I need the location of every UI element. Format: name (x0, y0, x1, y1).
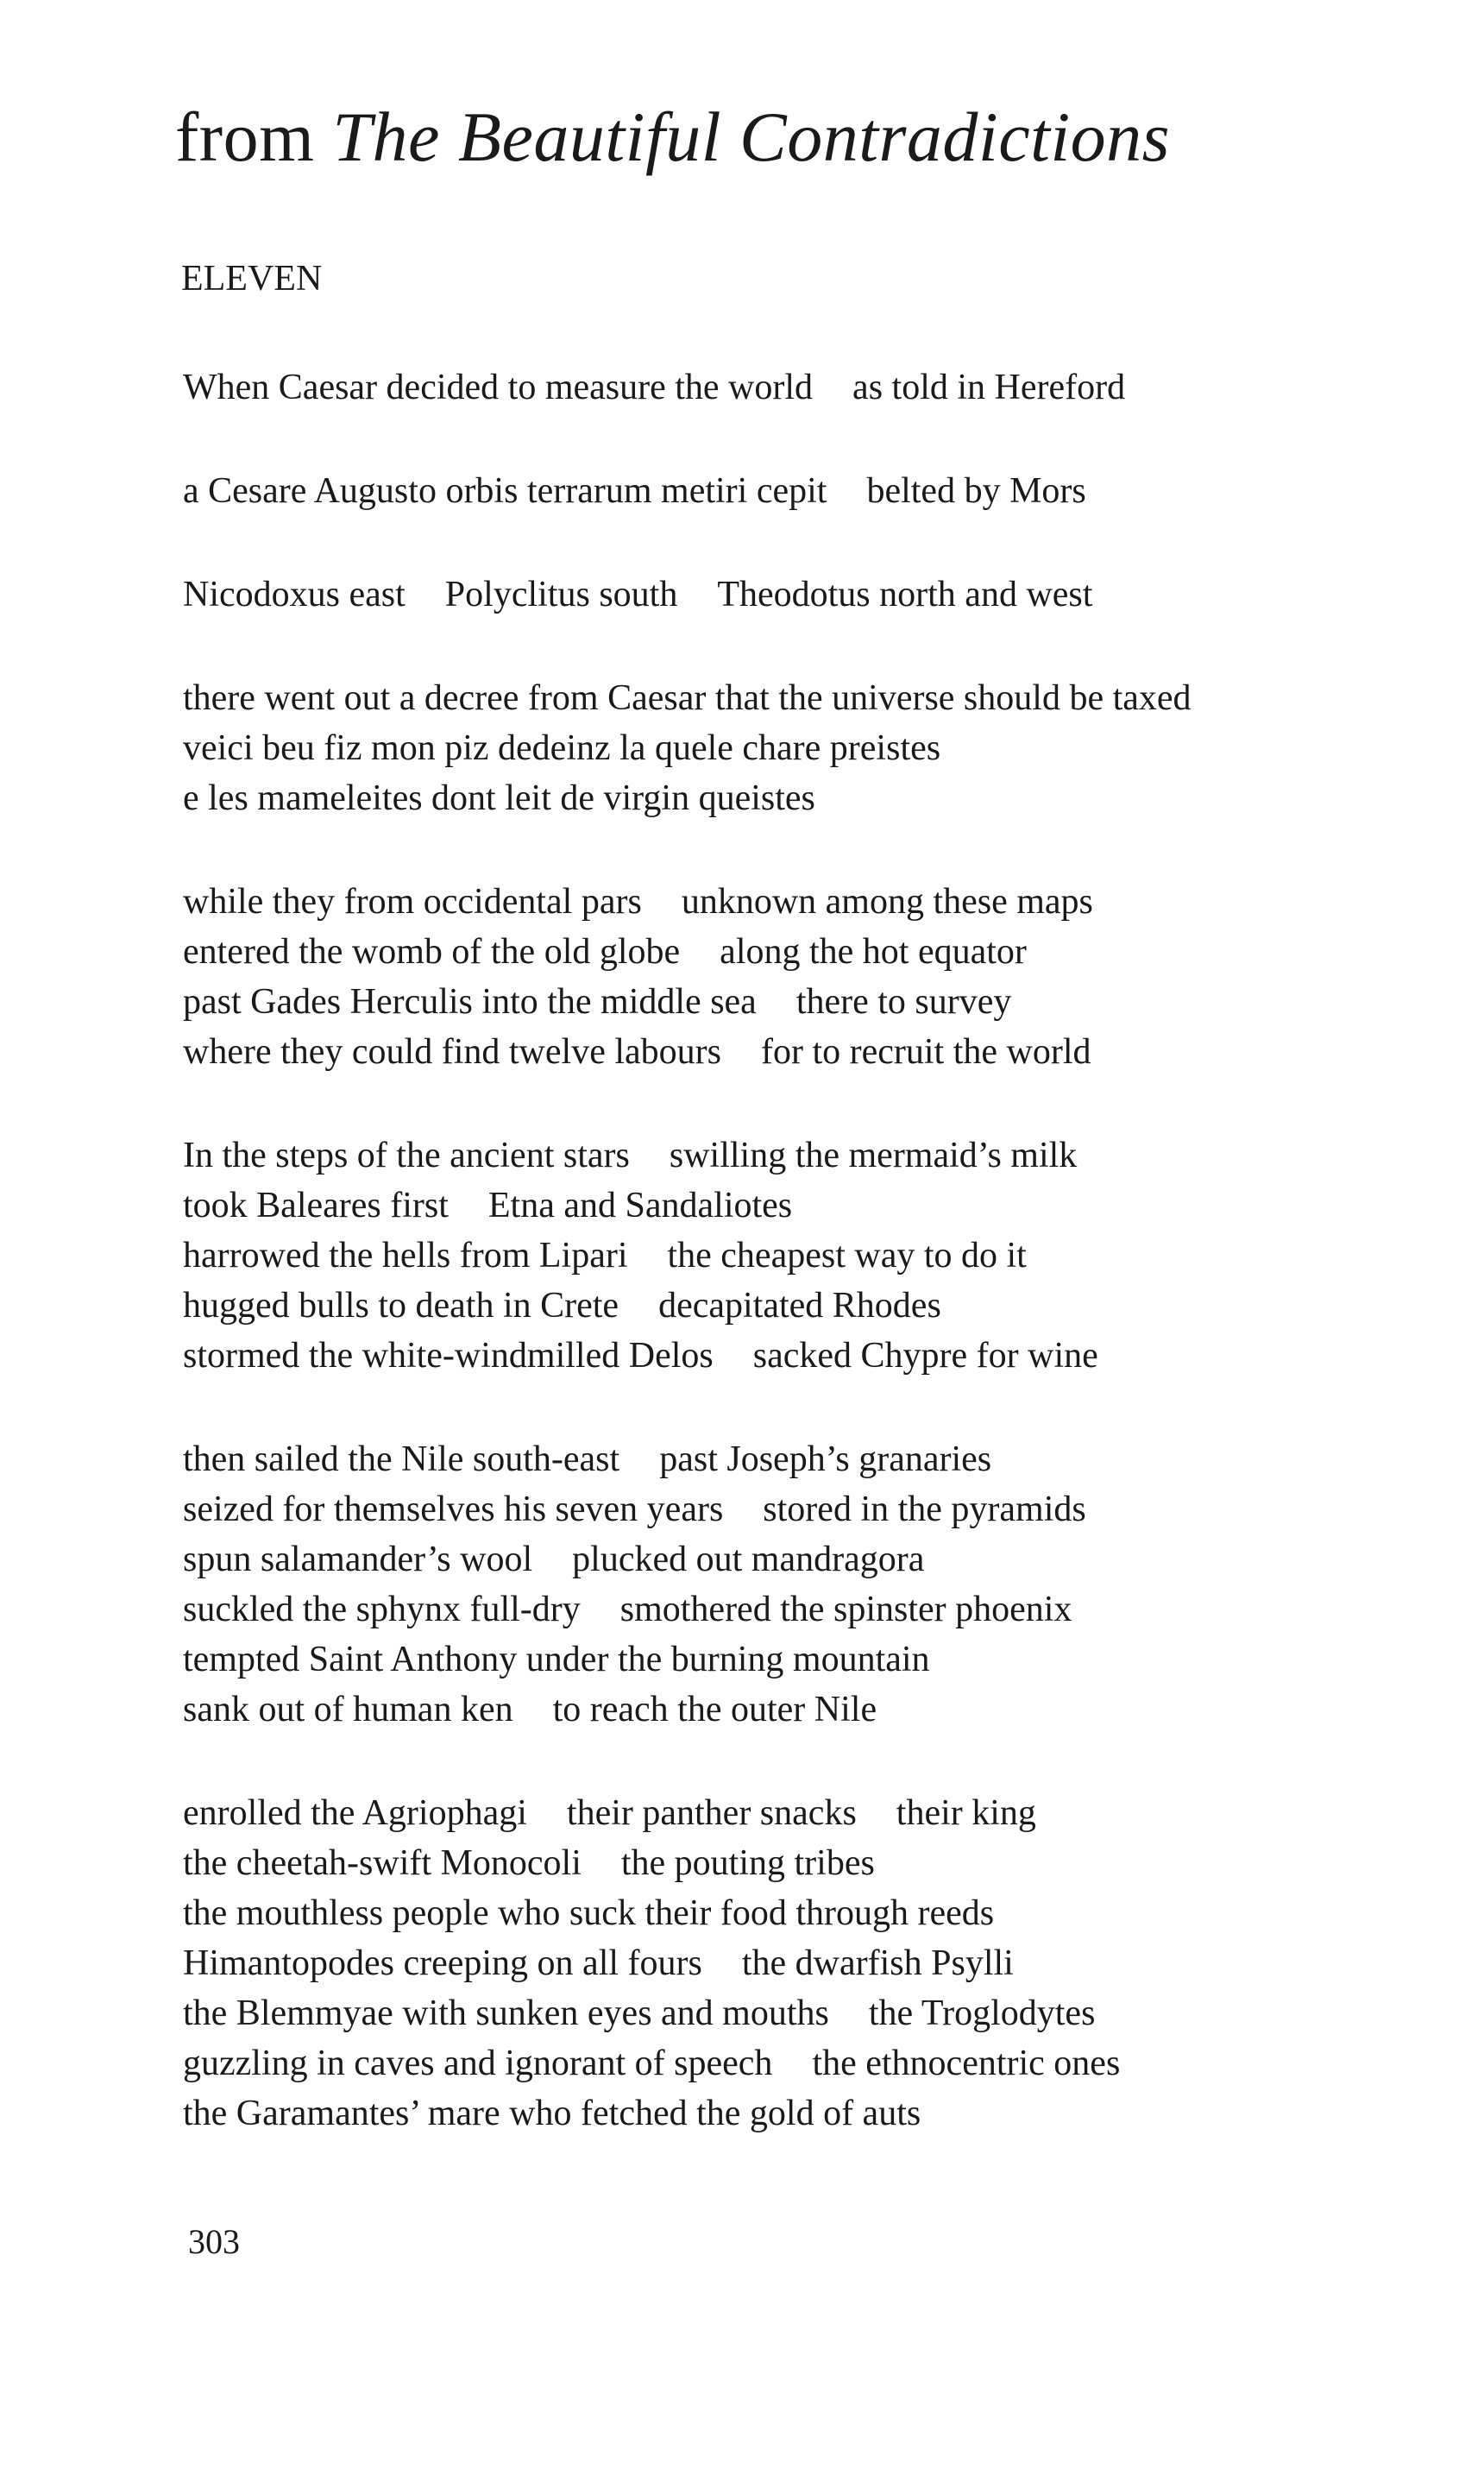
poem-phrase: there went out a decree from Caesar that the universe should be taxed (183, 678, 1192, 718)
poem-line (183, 1131, 1374, 1181)
poem-line (183, 570, 1374, 620)
poem-phrase: then sailed the Nile south-east (183, 1439, 620, 1479)
poem-phrase: the dwarfish Psylli (741, 1943, 1014, 1983)
poem-line (183, 1484, 1374, 1534)
poem-line (183, 723, 1374, 773)
poem-phrase: the cheetah-swift Monocoli (183, 1843, 582, 1883)
poem-phrase: to reach the outer Nile (552, 1690, 877, 1729)
poem-phrase: as told in Hereford (852, 368, 1126, 407)
poem-phrase: harrowed the hells from Lipari (183, 1236, 628, 1275)
poem-phrase: a Cesare Augusto orbis terrarum metiri cepit (183, 471, 827, 511)
stanza (183, 673, 1374, 823)
stanza (183, 877, 1374, 1077)
poem-phrase: tempted Saint Anthony under the burning mountain (183, 1640, 930, 1679)
poem-line (183, 877, 1374, 927)
poem-phrase: sacked Chypre for wine (752, 1336, 1098, 1376)
poem-phrase: for to recruit the world (760, 1032, 1091, 1072)
poem-line (183, 2038, 1374, 2088)
stanza (183, 1434, 1374, 1735)
poem-phrase: decapitated Rhodes (658, 1286, 941, 1326)
poem-phrase: smothered the spinster phoenix (619, 1590, 1072, 1629)
poem-phrase: the pouting tribes (620, 1843, 875, 1883)
poem-phrase: Theodotus north and west (717, 575, 1093, 614)
poem-line (183, 1027, 1374, 1077)
stanza (183, 362, 1374, 413)
poem-phrase: stormed the white-windmilled Delos (183, 1336, 714, 1376)
poem-phrase: the Blemmyae with sunken eyes and mouths (183, 1993, 829, 2033)
poem-line (183, 927, 1374, 977)
poem-phrase: the ethnocentric ones (812, 2044, 1121, 2083)
section-heading: ELEVEN (181, 259, 323, 299)
poem-phrase: while they from occidental pars (183, 882, 642, 922)
poem-line (183, 1331, 1374, 1381)
poem-phrase: plucked out mandragora (572, 1540, 925, 1579)
poem-line (183, 1584, 1374, 1634)
poem-phrase: past Gades Herculis into the middle sea (183, 982, 757, 1022)
poem-line (183, 1181, 1374, 1231)
poem-phrase: belted by Mors (866, 471, 1086, 511)
poem-phrase: enrolled the Agriophagi (183, 1793, 527, 1833)
poem-line (183, 466, 1374, 516)
poem-phrase: stored in the pyramids (763, 1490, 1086, 1529)
title-prefix: from (175, 98, 315, 176)
poem-phrase: took Baleares first (183, 1186, 449, 1225)
poem-phrase: Himantopodes creeping on all fours (183, 1943, 702, 1983)
poem-phrase: Etna and Sandaliotes (487, 1186, 793, 1225)
poem-line (183, 1534, 1374, 1584)
poem-body (183, 362, 1374, 2192)
poem-phrase: the Garamantes’ mare who fetched the gold of auts (183, 2094, 921, 2133)
poem-phrase: spun salamander’s wool (183, 1540, 533, 1579)
poem-phrase: sank out of human ken (183, 1690, 513, 1729)
poem-phrase: past Joseph’s granaries (659, 1439, 992, 1479)
poem-phrase: entered the womb of the old globe (183, 932, 681, 972)
poem-phrase: seized for themselves his seven years (183, 1490, 724, 1529)
poem-phrase: suckled the sphynx full-dry (183, 1590, 581, 1629)
poem-line (183, 1685, 1374, 1735)
poem-line (183, 1634, 1374, 1685)
stanza (183, 1788, 1374, 2138)
poem-phrase: e les mameleites dont leit de virgin queistes (183, 778, 815, 818)
poem-phrase: along the hot equator (720, 932, 1027, 972)
book-title: The Beautiful Contradictions (332, 98, 1171, 176)
poem-phrase: veici beu fiz mon piz dedeinz la quele chare preistes (183, 728, 941, 768)
poem-phrase: swilling the mermaid’s milk (669, 1136, 1078, 1175)
poem-line (183, 1888, 1374, 1938)
poem-phrase: guzzling in caves and ignorant of speech (183, 2044, 773, 2083)
stanza (183, 570, 1374, 620)
poem-line (183, 1838, 1374, 1888)
poem-phrase: In the steps of the ancient stars (183, 1136, 630, 1175)
poem-line (183, 1281, 1374, 1331)
poem-phrase: there to survey (795, 982, 1012, 1022)
poem-line (183, 1988, 1374, 2038)
poem-phrase: Polyclitus south (444, 575, 678, 614)
poem-phrase: When Caesar decided to measure the world (183, 368, 814, 407)
stanza (183, 1131, 1374, 1381)
poem-line (183, 1788, 1374, 1838)
poem-phrase: the mouthless people who suck their food through reeds (183, 1893, 995, 1933)
poem-line (183, 977, 1374, 1027)
poem-phrase: the Troglodytes (868, 1993, 1096, 2033)
poem-phrase: unknown among these maps (681, 882, 1093, 922)
page-number: 303 (188, 2222, 240, 2261)
poem-phrase: hugged bulls to death in Crete (183, 1286, 619, 1326)
poem-phrase: their king (896, 1793, 1036, 1833)
poem-line (183, 1938, 1374, 1988)
poem-phrase: where they could find twelve labours (183, 1032, 721, 1072)
stanza (183, 466, 1374, 516)
poem-line (183, 2088, 1374, 2138)
poem-phrase: their panther snacks (566, 1793, 857, 1833)
poem-line (183, 1434, 1374, 1484)
page-title (175, 98, 1171, 176)
poem-line (183, 773, 1374, 823)
poem-line (183, 1231, 1374, 1281)
poem-phrase: Nicodoxus east (183, 575, 406, 614)
poem-phrase: the cheapest way to do it (667, 1236, 1027, 1275)
poem-line (183, 673, 1374, 723)
poem-line (183, 362, 1374, 413)
